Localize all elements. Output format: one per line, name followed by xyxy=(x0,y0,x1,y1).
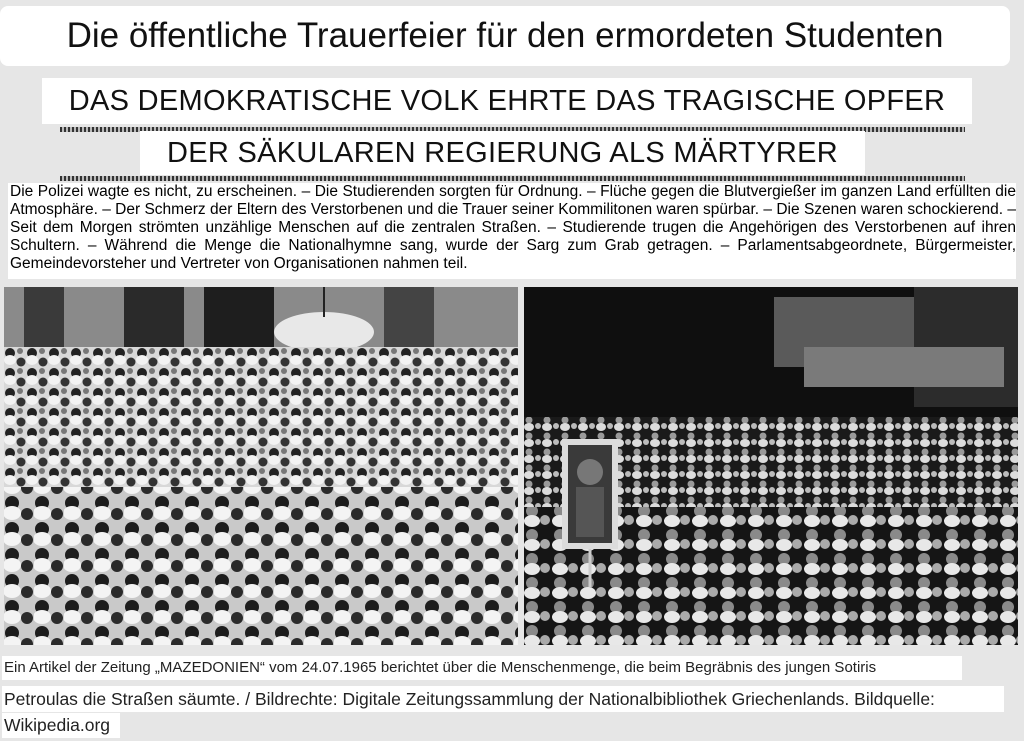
caption-line-1: Ein Artikel der Zeitung „MAZEDONIEN“ vom 24.07.1965 berichtet über die Menschenmenge, die beim Begräbnis des jungen Sotiris xyxy=(2,656,962,680)
caption-source-link[interactable]: Wikipedia.org xyxy=(2,713,120,738)
page-title: Die öffentliche Trauerfeier für den ermordeten Studenten xyxy=(0,6,1010,66)
headline-line-2: DER SÄKULAREN REGIERUNG ALS MÄRTYRER xyxy=(140,131,865,175)
crowd-photo-street xyxy=(524,287,1018,645)
headline-line-1: DAS DEMOKRATISCHE VOLK EHRTE DAS TRAGISCHE OPFER xyxy=(42,78,972,124)
lead-paragraph xyxy=(8,183,1016,279)
crowd-photo-interior-image xyxy=(4,287,518,645)
crowd-photo-interior xyxy=(4,287,518,645)
lead-text: Die Polizei wagte es nicht, zu erscheinen. – Die Studierenden sorgten für Ordnung. – Flüche gegen die Blutvergießer im ganzen Land erfüllten die Atmosphäre. – Der Schmerz der Eltern des Verstorbenen und die Trauer seiner Kommilitonen waren spürbar. – Die Szenen waren schockierend. – Seit dem Morgen strömten unzählige Menschen auf die zentralen Straßen. – Studierende trugen die Angehörigen des Verstorbenen auf ihren Schultern. – Während die Menge die Nationalhymne sang, wurde der Sarg zum Grab getragen. – Parlamentsabgeordnete, Bürgermeister, Gemeindevorsteher und Vertreter von Organisationen nahmen teil. xyxy=(10,183,1016,272)
crowd-photo-street-image xyxy=(524,287,1018,645)
headline-divider-bottom xyxy=(60,176,965,181)
caption-line-2: Petroulas die Straßen säumte. / Bildrechte: Digitale Zeitungssammlung der Nationalbibliothek Griechenlands. Bildquelle: xyxy=(2,686,1004,712)
